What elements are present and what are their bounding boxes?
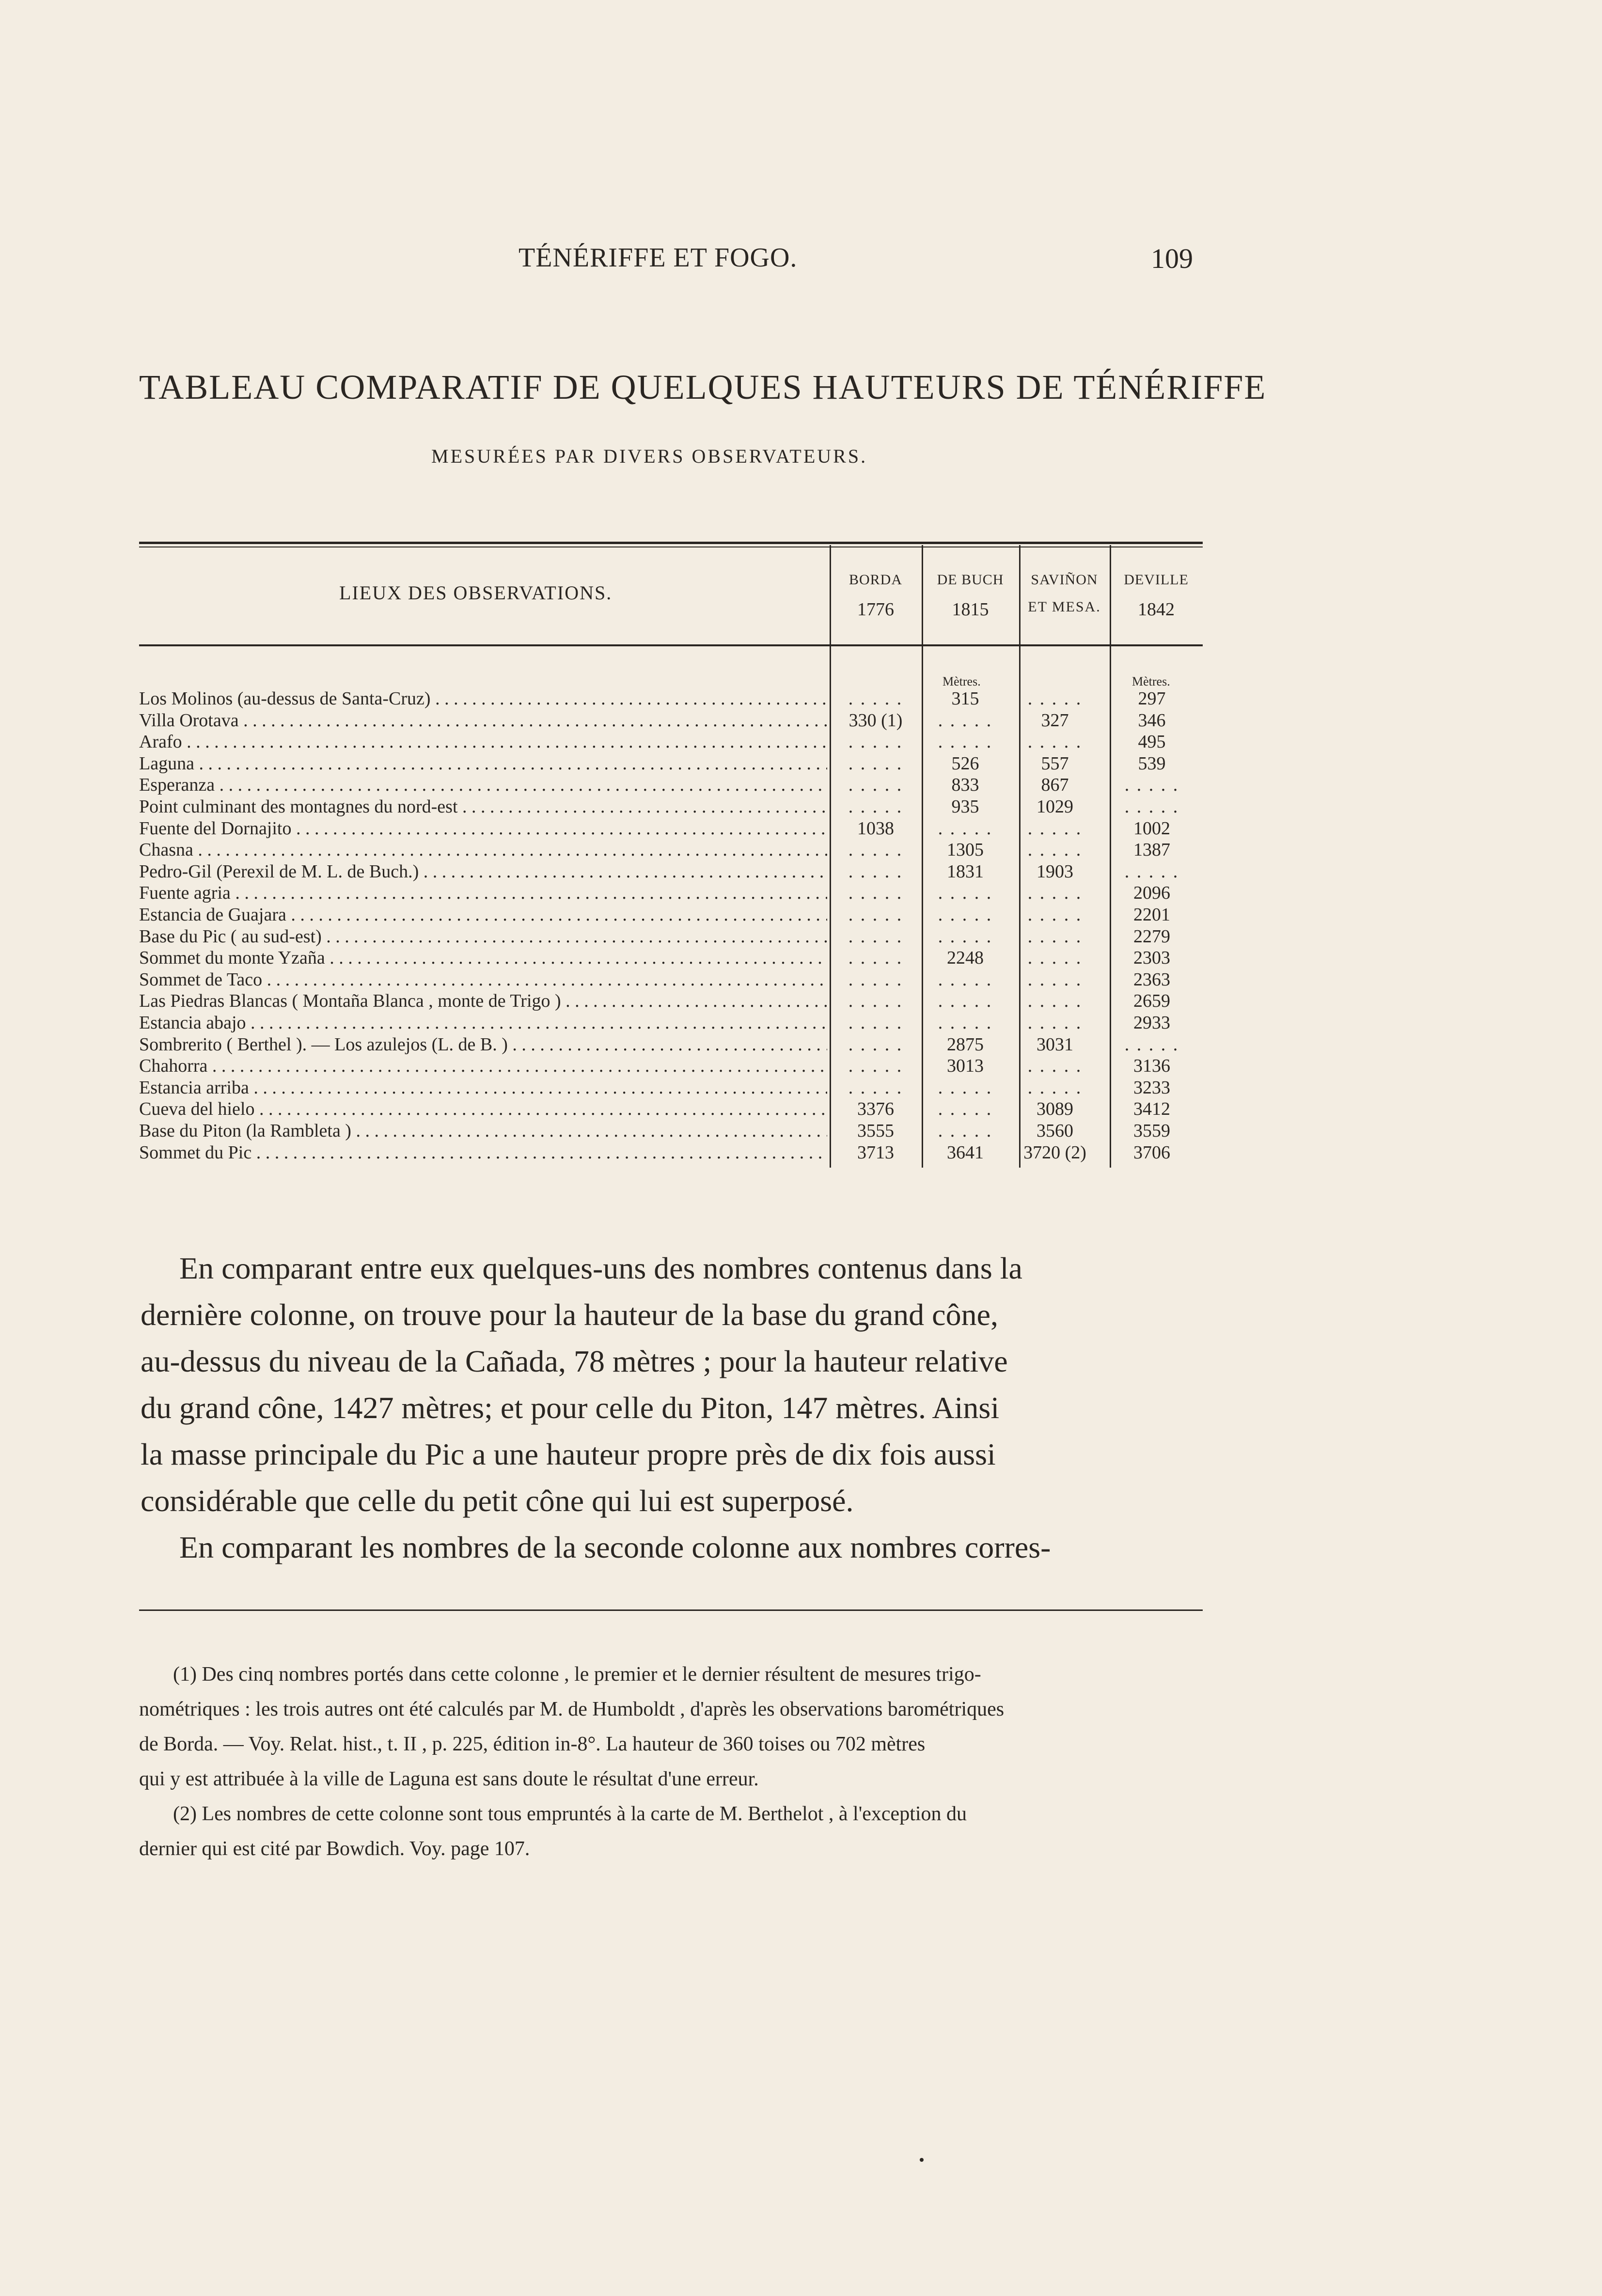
place-name: Laguna . . . xyxy=(139,753,827,774)
body-line: considérable que celle du petit cône qui lui est superposé. xyxy=(141,1484,854,1518)
place-name: Sommet du monte Yzaña . . . xyxy=(139,947,827,968)
height-cell-savinon xyxy=(1011,839,1099,860)
height-cell-debuch xyxy=(924,710,1006,731)
place-name: Chahorra . . . xyxy=(139,1055,827,1077)
height-cell-deville: 2279 xyxy=(1133,926,1170,947)
height-cell-debuch xyxy=(924,1012,1006,1033)
height-cell-deville: 495 xyxy=(1138,732,1166,752)
height-cell-savinon: 3720 (2) xyxy=(1023,1142,1086,1163)
height-cell-deville xyxy=(1103,1034,1200,1055)
height-cell-debuch: 1831 xyxy=(947,861,984,882)
height-cell-savinon xyxy=(1011,818,1099,839)
height-cell-deville: 3706 xyxy=(1133,1142,1170,1163)
height-cell-deville: 1002 xyxy=(1133,818,1170,839)
height-cell-debuch xyxy=(924,1120,1006,1141)
height-cell-borda xyxy=(832,990,919,1012)
height-cell-savinon: 3089 xyxy=(1037,1099,1073,1120)
place-name: Base du Pic ( au sud-est) . . . xyxy=(139,926,827,947)
place-name: Estancia abajo . . . xyxy=(139,1012,827,1033)
height-cell-savinon xyxy=(1011,882,1099,904)
height-cell-borda xyxy=(832,731,919,752)
place-name: Pedro-Gil (Perexil de M. L. de Buch.) . . . xyxy=(139,861,827,882)
place-name: Los Molinos (au-dessus de Santa-Cruz) . . . xyxy=(139,688,827,709)
unit-label-de-buch: Mètres. xyxy=(942,674,981,688)
column-header-deville xyxy=(1110,572,1203,620)
table-row xyxy=(139,731,1203,752)
place-column-header: LIEUX DES OBSERVATIONS. xyxy=(339,582,613,604)
height-cell-savinon: 1029 xyxy=(1037,797,1073,817)
place-name: Esperanza . . . xyxy=(139,774,827,796)
height-cell-borda xyxy=(832,1034,919,1055)
height-cell-deville: 297 xyxy=(1138,688,1166,709)
place-name: Base du Piton (la Rambleta ) . . . xyxy=(139,1120,827,1141)
column-name: BORDA xyxy=(848,572,902,588)
table-row xyxy=(139,1012,1203,1033)
height-cell-savinon: 3031 xyxy=(1037,1034,1073,1055)
height-cell-savinon: 3560 xyxy=(1037,1121,1073,1141)
height-cell-savinon xyxy=(1011,904,1099,925)
column-name: DE BUCH xyxy=(937,572,1004,588)
height-cell-savinon: 327 xyxy=(1041,710,1069,731)
height-cell-savinon xyxy=(1011,731,1099,752)
height-cell-debuch: 833 xyxy=(951,775,979,796)
paper-speck xyxy=(920,2158,924,2162)
column-header-savinon xyxy=(1019,572,1110,615)
height-cell-borda xyxy=(832,904,919,925)
height-cell-borda xyxy=(832,1077,919,1098)
height-cell-debuch: 315 xyxy=(951,688,979,709)
height-cell-savinon xyxy=(1011,1012,1099,1033)
table-title: TABLEAU COMPARATIF DE QUELQUES HAUTEURS DE TÉNÉRIFFE xyxy=(139,368,1267,406)
place-name: Fuente del Dornajito . . . xyxy=(139,818,827,839)
table-row xyxy=(139,710,1203,731)
height-cell-deville: 346 xyxy=(1138,710,1166,731)
height-cell-borda xyxy=(832,882,919,904)
height-cell-borda xyxy=(832,774,919,796)
body-line: dernière colonne, on trouve pour la hauteur de la base du grand cône, xyxy=(141,1297,998,1332)
place-name: Cueva del hielo . . . xyxy=(139,1098,827,1120)
height-cell-debuch: 3013 xyxy=(947,1056,984,1077)
height-cell-borda xyxy=(832,1012,919,1033)
height-cell-debuch xyxy=(924,904,1006,925)
height-cell-debuch: 3641 xyxy=(947,1142,984,1163)
column-name: DEVILLE xyxy=(1124,572,1189,588)
table-row xyxy=(139,926,1203,947)
footnote-rule xyxy=(139,1609,1203,1611)
column-header-borda xyxy=(830,572,922,620)
height-cell-borda xyxy=(832,796,919,817)
height-cell-debuch: 1305 xyxy=(947,840,984,860)
height-cell-borda: 1038 xyxy=(857,818,894,839)
height-cell-debuch xyxy=(924,731,1006,752)
height-cell-savinon xyxy=(1011,947,1099,968)
height-cell-deville: 2363 xyxy=(1133,969,1170,990)
height-cell-borda: 3555 xyxy=(857,1121,894,1141)
height-cell-deville xyxy=(1103,796,1200,817)
height-cell-deville: 3136 xyxy=(1133,1056,1170,1077)
height-cell-debuch: 2875 xyxy=(947,1034,984,1055)
table-row xyxy=(139,774,1203,796)
height-cell-savinon xyxy=(1011,1055,1099,1077)
table-subtitle: MESURÉES PAR DIVERS OBSERVATEURS. xyxy=(431,445,868,467)
footnote-line: (2) Les nombres de cette colonne sont tous empruntés à la carte de M. Berthelot , à l'exception du xyxy=(173,1803,967,1825)
height-cell-borda xyxy=(832,926,919,947)
place-name: Chasna . . . xyxy=(139,839,827,860)
height-cell-debuch xyxy=(924,926,1006,947)
table-header-rule xyxy=(139,644,1203,646)
height-cell-borda xyxy=(832,688,919,709)
footnote-line: de Borda. — Voy. Relat. hist., t. II , p. 225, édition in-8°. La hauteur de 360 toises ou 702 mètres xyxy=(139,1733,926,1755)
height-cell-debuch xyxy=(924,969,1006,990)
height-cell-borda xyxy=(832,861,919,882)
height-cell-deville: 1387 xyxy=(1133,840,1170,860)
table-row xyxy=(139,839,1203,860)
height-cell-borda xyxy=(832,839,919,860)
table-row xyxy=(139,753,1203,774)
height-cell-borda xyxy=(832,1055,919,1077)
height-cell-debuch: 935 xyxy=(951,797,979,817)
height-cell-borda: 3376 xyxy=(857,1099,894,1120)
height-cell-savinon: 867 xyxy=(1041,775,1069,796)
column-year: 1815 xyxy=(952,599,989,620)
height-cell-debuch xyxy=(924,818,1006,839)
table-row xyxy=(139,1120,1203,1141)
height-cell-deville: 3412 xyxy=(1133,1099,1170,1120)
column-header-de-buch xyxy=(922,572,1019,620)
column-year: 1842 xyxy=(1138,599,1175,620)
height-cell-borda: 3713 xyxy=(857,1142,894,1163)
body-line: En comparant entre eux quelques-uns des nombres contenus dans la xyxy=(179,1251,1022,1285)
footnote-line: nométriques : les trois autres ont été calculés par M. de Humboldt , d'après les observations barométriques xyxy=(139,1698,1005,1720)
table-row xyxy=(139,990,1203,1012)
height-cell-borda: 330 (1) xyxy=(848,710,903,731)
place-name: Point culminant des montagnes du nord-est . . . xyxy=(139,796,827,817)
height-cell-savinon: 557 xyxy=(1041,753,1069,774)
body-line: En comparant les nombres de la seconde colonne aux nombres corres- xyxy=(179,1530,1051,1564)
table-row xyxy=(139,1098,1203,1120)
table-row xyxy=(139,1077,1203,1098)
height-cell-borda xyxy=(832,947,919,968)
height-cell-deville xyxy=(1103,774,1200,796)
body-line: au-dessus du niveau de la Cañada, 78 mètres ; pour la hauteur relative xyxy=(141,1344,1008,1378)
page-number: 109 xyxy=(1151,243,1193,274)
place-name: Arafo . . . xyxy=(139,731,827,752)
height-cell-deville: 2303 xyxy=(1133,948,1170,968)
place-name: Villa Orotava . . . xyxy=(139,710,827,731)
height-cell-deville: 3559 xyxy=(1133,1121,1170,1141)
table-row xyxy=(139,796,1203,817)
place-name: Sommet du Pic . . . xyxy=(139,1142,827,1163)
table-row xyxy=(139,818,1203,839)
height-cell-debuch xyxy=(924,882,1006,904)
footnote-line: (1) Des cinq nombres portés dans cette colonne , le premier et le dernier résultent de mesures trigo- xyxy=(173,1663,981,1686)
height-cell-debuch xyxy=(924,990,1006,1012)
footnotes xyxy=(139,1657,1203,1866)
height-cell-savinon: 1903 xyxy=(1037,861,1073,882)
footnote-line: qui y est attribuée à la ville de Laguna est sans doute le résultat d'une erreur. xyxy=(139,1768,759,1790)
height-cell-savinon xyxy=(1011,969,1099,990)
table-row xyxy=(139,947,1203,968)
height-cell-debuch xyxy=(924,1077,1006,1098)
table-row xyxy=(139,688,1203,709)
height-cell-deville: 2096 xyxy=(1133,883,1170,904)
table-row xyxy=(139,1055,1203,1077)
body-line: du grand cône, 1427 mètres; et pour celle du Piton, 147 mètres. Ainsi xyxy=(141,1390,1000,1425)
body-text xyxy=(141,1245,1202,1571)
height-cell-savinon xyxy=(1011,990,1099,1012)
running-title: TÉNÉRIFFE ET FOGO. xyxy=(518,243,798,273)
body-line: la masse principale du Pic a une hauteur propre près de dix fois aussi xyxy=(141,1437,996,1471)
table-top-rule-thick xyxy=(139,542,1203,544)
place-name: Las Piedras Blancas ( Montaña Blanca , monte de Trigo ) . . . xyxy=(139,990,827,1012)
height-cell-debuch: 526 xyxy=(951,753,979,774)
column-year: ET MESA. xyxy=(1028,599,1101,615)
unit-label-deville: Mètres. xyxy=(1132,674,1170,688)
table-row xyxy=(139,1034,1203,1055)
height-cell-deville: 539 xyxy=(1138,753,1166,774)
height-cell-borda xyxy=(832,969,919,990)
height-cell-deville: 2659 xyxy=(1133,991,1170,1012)
height-cell-savinon xyxy=(1011,1077,1099,1098)
height-cell-savinon xyxy=(1011,688,1099,709)
footnote-line: dernier qui est cité par Bowdich. Voy. page 107. xyxy=(139,1838,530,1860)
place-name: Estancia arriba . . . xyxy=(139,1077,827,1098)
table-row xyxy=(139,969,1203,990)
place-name: Sombrerito ( Berthel ). — Los azulejos (L. de B. ) . . . xyxy=(139,1034,827,1055)
height-cell-deville: 2933 xyxy=(1133,1013,1170,1033)
table-row xyxy=(139,882,1203,904)
column-name: SAVIÑON xyxy=(1031,572,1098,588)
height-cell-borda xyxy=(832,753,919,774)
place-name: Sommet de Taco . . . xyxy=(139,969,827,990)
height-cell-deville xyxy=(1103,861,1200,882)
height-cell-savinon xyxy=(1011,926,1099,947)
height-cell-deville: 3233 xyxy=(1133,1077,1170,1098)
table-row xyxy=(139,904,1203,925)
table-row xyxy=(139,861,1203,882)
height-cell-deville: 2201 xyxy=(1133,905,1170,925)
column-year: 1776 xyxy=(857,599,894,620)
place-name: Estancia de Guajara . . . xyxy=(139,904,827,925)
height-cell-debuch: 2248 xyxy=(947,948,984,968)
height-cell-debuch xyxy=(924,1098,1006,1120)
place-name: Fuente agria . . . xyxy=(139,882,827,904)
table-row xyxy=(139,1142,1203,1163)
